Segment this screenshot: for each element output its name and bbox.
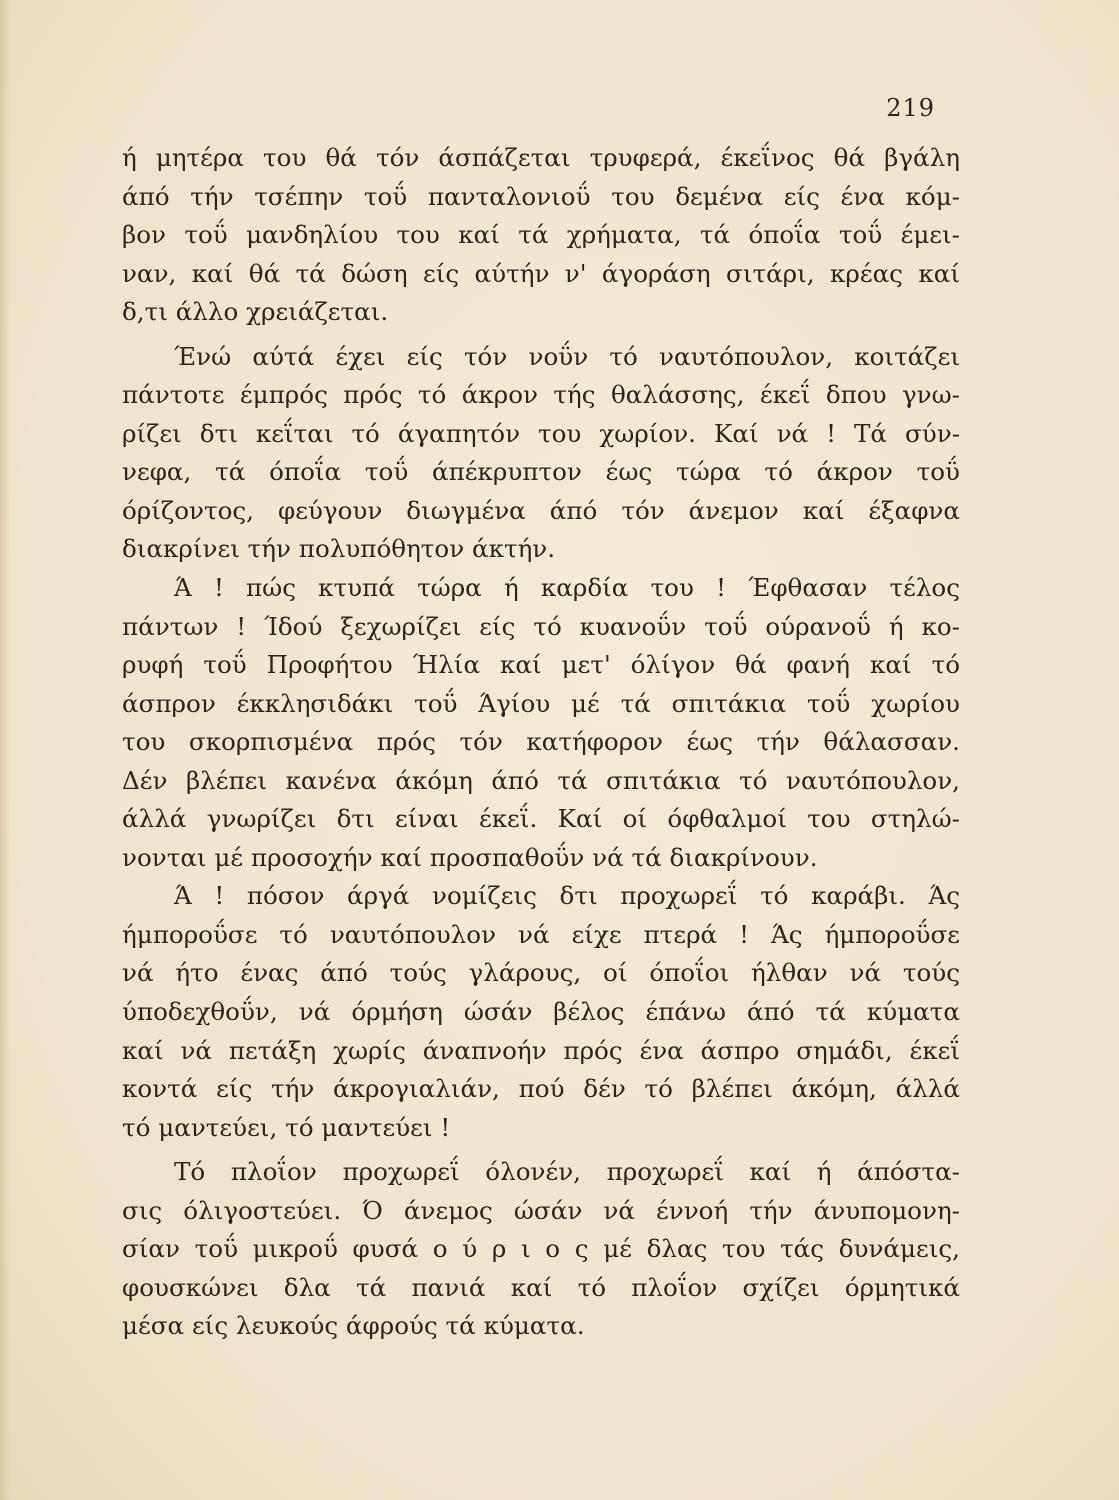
text-line: σις όλιγοστεύει. Ό άνεμος ώσάν νά έννοή τήν άνυπομονη- (122, 1195, 960, 1225)
text-line: καί νά πετάξη χωρίς άναπνοήν πρός ένα άσπρο σημάδι, έκεΐ (122, 1035, 960, 1065)
body-text (122, 139, 960, 1346)
text-line: άσπρον έκκλησιδάκι τοΰ Άγίου μέ τά σπιτάκια τοΰ χωρίου (122, 688, 960, 718)
page-number: 219 (886, 94, 935, 122)
text-line: φουσκώνει δλα τά πανιά καί τό πλοΐον σχίζει όρμητικά (122, 1272, 960, 1302)
text-line: νά ήτο ένας άπό τούς γλάρους, οί όποΐοι ήλθαν νά τούς (122, 958, 960, 988)
text-line: διακρίνει τήν πολυπόθητον άκτήν. (122, 534, 556, 564)
text-line: Τό πλοΐον προχωρεΐ όλονέν, προχωρεΐ καί ή άπόστα- (174, 1157, 960, 1187)
text-line: Ά ! πώς κτυπά τώρα ή καρδία του ! Έφθασαν τέλος (174, 573, 960, 603)
text-line: ρυφή τοΰ Προφήτου Ήλία καί μετ' όλίγον θά φανή καί τό (122, 650, 960, 680)
text-line: μέσα είς λευκούς άφρούς τά κύματα. (122, 1311, 585, 1341)
page-edge-shadow (0, 0, 10, 1500)
text-line: σίαν τοΰ μικροΰ φυσά ο ύ ρ ι ο ς μέ δλας του τάς δυνάμεις, (122, 1234, 960, 1264)
text-line: άλλά γνωρίζει δτι είναι έκεΐ. Καί οί όφθαλμοί του στηλώ- (122, 804, 960, 834)
text-line: τό μαντεύει, τό μαντεύει ! (122, 1112, 451, 1142)
text-line: του σκορπισμένα πρός τόν κατήφορον έως τήν θάλασσαν. (122, 727, 960, 757)
text-line: νεφα, τά όποΐα τοΰ άπέκρυπτον έως τώρα τό άκρον τοΰ (122, 457, 960, 487)
text-line: όρίζοντος, φεύγουν διωγμένα άπό τόν άνεμον καί έξαφνα (122, 495, 960, 525)
text-line: νονται μέ προσοχήν καί προσπαθοΰν νά τά διακρίνουν. (122, 842, 818, 872)
text-line: Ένώ αύτά έχει είς τόν νοΰν τό ναυτόπουλον, κοιτάζει (174, 341, 960, 371)
text-line: Δέν βλέπει κανένα άκόμη άπό τά σπιτάκια τό ναυτόπουλον, (122, 765, 960, 795)
text-line: ναν, καί θά τά δώση είς αύτήν ν' άγοράση σιτάρι, κρέας καί (122, 258, 960, 288)
text-line: ρίζει δτι κεΐται τό άγαπητόν του χωρίον. Καί νά ! Τά σύν- (122, 418, 960, 448)
text-line: ήμποροΰσε τό ναυτόπουλον νά είχε πτερά ! Άς ήμποροΰσε (122, 919, 960, 949)
text-line: πάντοτε έμπρός πρός τό άκρον τής θαλάσσης, έκεΐ δπου γνω- (122, 380, 960, 410)
text-line: άπό τήν τσέπην τοΰ πανταλονιοΰ του δεμένα είς ένα κόμ- (122, 181, 960, 211)
text-line: ή μητέρα του θά τόν άσπάζεται τρυφερά, έκεΐνος θά βγάλη (122, 143, 960, 172)
text-line: Ά ! πόσον άργά νομίζεις δτι προχωρεΐ τό καράβι. Άς (174, 881, 960, 911)
text-line: πάντων ! Ίδού ξεχωρίζει είς τό κυανοΰν τοΰ ούρανοΰ ή κο- (122, 611, 960, 641)
text-line: ύποδεχθοΰν, νά όρμήση ώσάν βέλος έπάνω άπό τά κύματα (122, 997, 960, 1027)
text-line: βον τοΰ μανδηλίου του καί τά χρήματα, τά όποΐα τοΰ έμει- (122, 220, 960, 250)
text-line: κοντά είς τήν άκρογιαλιάν, πού δέν τό βλέπει άκόμη, άλλά (122, 1074, 960, 1104)
text-line: δ,τι άλλο χρειάζεται. (122, 297, 389, 327)
